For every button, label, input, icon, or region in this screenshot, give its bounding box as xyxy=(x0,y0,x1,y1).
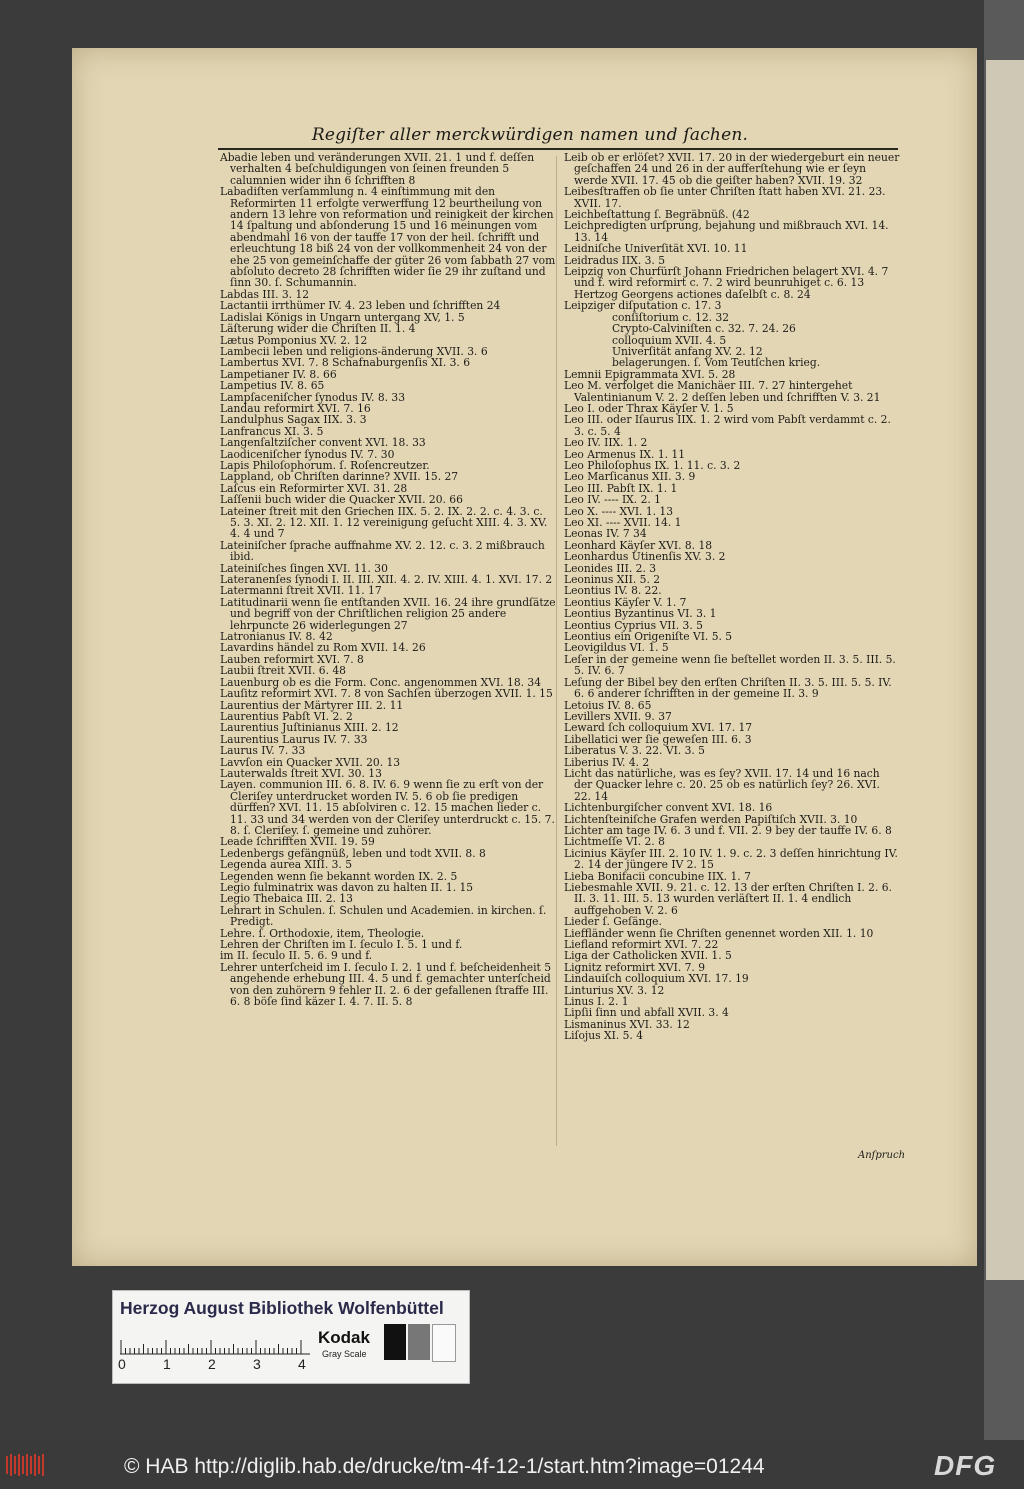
kodak-brand: Kodak xyxy=(318,1328,370,1347)
index-entry: Leib ob er erlöſet? XVII. 17. 20 in der wiedergeburt ein neuer geſchaffen 24 und 26 in der aufferſtehung wie er ſeyn werde XVII. 17. 45 ob die geiſter haben? XVII. 19. 32 xyxy=(564,151,900,187)
index-entry: Libellatici wer ſie geweſen III. 6. 3 xyxy=(564,732,752,746)
index-entry: Ladislai Königs in Ungarn untergang XV, 1. 5 xyxy=(220,310,465,324)
header-rule xyxy=(218,148,898,150)
index-entry: Leade ſchrifften XVII. 19. 59 xyxy=(220,835,375,849)
ruler-number: 1 xyxy=(163,1356,171,1372)
index-entry: Leo IV. ---- IX. 2. 1 xyxy=(564,493,661,507)
page-header: Regiſter aller merckwürdigen namen und ſachen. xyxy=(311,125,749,145)
index-entry: Leo Marſicanus XII. 3. 9 xyxy=(564,470,696,484)
index-entry: Lactantii irrthümer IV. 4. 23 leben und ſchrifften 24 xyxy=(220,299,501,313)
index-entry: Lehre. ſ. Orthodoxie, item, Theologie. xyxy=(220,926,425,940)
index-entry: Lindauiſch colloquium XVI. 17. 19 xyxy=(564,972,749,986)
index-entry: Crypto-Calviniſten c. 32. 7. 24. 26 xyxy=(612,322,796,336)
index-entry: Leo III. Pabſt IX. 1. 1 xyxy=(564,481,678,495)
index-entry: Linus I. 2. 1 xyxy=(564,995,629,1009)
index-entry: Landau reformirt XVI. 7. 16 xyxy=(220,401,371,415)
index-entry: Lauterwalds ſtreit XVI. 30. 13 xyxy=(220,766,382,780)
index-entry: Lavardins händel zu Rom XVII. 14. 26 xyxy=(220,641,426,655)
index-entry: Lieba Bonifacii concubine IIX. 1. 7 xyxy=(564,869,751,883)
index-entry: Lapis Philoſophorum. ſ. Roſencreutzer. xyxy=(220,458,430,472)
index-entry: Leidniſche Univerſität XVI. 10. 11 xyxy=(564,242,748,256)
index-entry: belagerungen. ſ. Vom Teutſchen krieg. xyxy=(612,356,821,370)
index-entry: Lipſii ſinn und abfall XVII. 3. 4 xyxy=(564,1006,729,1020)
index-entry: Leoninus XII. 5. 2 xyxy=(564,573,661,587)
index-entry: Lateiniſches ſingen XVI. 11. 30 xyxy=(220,561,388,575)
index-entry: Leſung der Bibel bey den erſten Chriſten II. 3. 5. III. 5. 5. IV. 6. 6 anderer ſchrifften in der gemeine II. 3. 9 xyxy=(564,675,892,701)
index-entry: Leo M. verfolget die Manichäer III. 7. 27 hintergehet Valentinianum V. 2. 2 deſſen leben und ſchrifften V. 3. 21 xyxy=(564,379,881,404)
index-entry: Lehrart in Schulen. ſ. Schulen und Academien. in kirchen. ſ. Predigt. xyxy=(220,903,547,929)
index-entry: Laurentius Juſtinianus XIII. 2. 12 xyxy=(220,721,399,735)
index-entry: Leward ſch colloquium XVI. 17. 17 xyxy=(564,721,753,735)
index-entry: Leonhardus Utinenſis XV. 3. 2 xyxy=(564,550,726,564)
index-entry: Leontius Käyſer V. 1. 7 xyxy=(564,595,687,609)
index-entry: Lampetius IV. 8. 65 xyxy=(220,379,325,393)
index-entry: Laurentius Laurus IV. 7. 33 xyxy=(220,732,368,746)
index-entry: Leſer in der gemeine wenn ſie beſtellet worden II. 3. 5. III. 5. 5. IV. 6. 7 xyxy=(564,652,896,678)
index-entry: Lignitz reformirt XVI. 7. 9 xyxy=(564,960,706,974)
index-entry: Latermanni ſtreit XVII. 11. 17 xyxy=(220,584,382,598)
index-entry: Lateiner ſtreit mit den Griechen IIX. 5. 2. IX. 2. 2. c. 4. 3. c. 5. 3. XI. 2. 12. XII. 1. 12 vereinigung geſucht XIII. 4. 3. XV. 4. 4 und 7 xyxy=(220,504,548,541)
ruler-number: 4 xyxy=(298,1356,306,1372)
index-entry: Lichtenſteiniſche Grafen werden Papiſtiſch XVII. 3. 10 xyxy=(564,812,858,826)
adjacent-page-edge xyxy=(986,60,1024,1280)
ruler-scale xyxy=(120,1325,310,1355)
index-entry: Läſterung wider die Chriſten II. 1. 4 xyxy=(220,322,416,336)
index-entry: Laubii ſtreit XVII. 6. 48 xyxy=(220,664,346,678)
index-entry: Leontius Cyprius VII. 3. 5 xyxy=(564,618,703,632)
hab-barcode-icon xyxy=(4,1452,48,1478)
index-entry: Lauſitz reformirt XVI. 7. 8 von Sachſen überzogen XVII. 1. 15 xyxy=(220,687,553,701)
right-index-column xyxy=(564,152,900,1042)
index-entry: Lehren der Chriſten im I. ſeculo I. 5. 1 und f. xyxy=(220,938,463,952)
index-entry: Langenſaltziſcher convent XVI. 18. 33 xyxy=(220,436,426,450)
index-entry: Leichbeſtattung ſ. Begräbnüß. (42 xyxy=(564,208,750,222)
index-entry: Leontius IV. 8. 22. xyxy=(564,584,662,598)
ruler-number: 0 xyxy=(118,1356,126,1372)
index-entry: Liberatus V. 3. 22. VI. 3. 5 xyxy=(564,744,705,758)
index-entry: Leibesſtraffen ob ſie unter Chriſten ſtatt haben XVI. 21. 23. XVII. 17. xyxy=(564,185,886,210)
gray-patch-mid xyxy=(408,1324,430,1360)
index-entry: Laodiceniſcher ſynodus IV. 7. 30 xyxy=(220,447,395,461)
index-entry: Lateiniſcher ſprache auffnahme XV. 2. 12. c. 3. 2 mißbrauch ibid. xyxy=(220,538,545,564)
index-entry: Lichtenburgiſcher convent XVI. 18. 16 xyxy=(564,801,773,815)
index-entry: Laſcus ein Reformirter XVI. 31. 28 xyxy=(220,481,408,495)
index-entry: Liſojus XI. 5. 4 xyxy=(564,1029,644,1043)
index-entry: Linturius XV. 3. 12 xyxy=(564,983,665,997)
index-entry: Latitudinarii wenn ſie entſtanden XVII. 16. 24 ihre grundſätze und begriff von der Chriſtlichen religion 25 andere lehrpuncte 26 widerlegungen 27 xyxy=(220,595,556,632)
index-entry: Lampſaceniſcher ſynodus IV. 8. 33 xyxy=(220,390,406,404)
ruler-number: 3 xyxy=(253,1356,261,1372)
index-entry: Liga der Catholicken XVII. 1. 5 xyxy=(564,949,732,963)
index-entry: Leichpredigten urſprung, bejahung und mißbrauch XVI. 14. 13. 14 xyxy=(564,219,889,244)
index-entry: Liberius IV. 4. 2 xyxy=(564,755,650,769)
gray-scale-label: Gray Scale xyxy=(322,1349,367,1359)
index-entry: Leo X. ---- XVI. 1. 13 xyxy=(564,504,674,518)
index-entry: Abadie leben und veränderungen XVII. 21. 1 und f. deſſen verhalten 4 beſchuldigungen von ſeinen freunden 5 calumnien wider ihn 6 ſchrifften 8 xyxy=(220,151,535,187)
index-entry: Letoius IV. 8. 65 xyxy=(564,698,652,712)
index-entry: Lavvſon ein Quacker XVII. 20. 13 xyxy=(220,755,401,769)
index-entry: Lanfrancus XI. 3. 5 xyxy=(220,424,324,438)
index-entry: Lambertus XVI. 7. 8 Schafnaburgenſis XI. 3. 6 xyxy=(220,356,471,370)
index-entry: Leo I. oder Thrax Käyſer V. 1. 5 xyxy=(564,401,734,415)
index-entry: Lauben reformirt XVI. 7. 8 xyxy=(220,652,364,666)
index-entry: Laurus IV. 7. 33 xyxy=(220,744,306,758)
index-entry: Leo III. oder Iſaurus IIX. 1. 2 wird vom Pabſt verdammt c. 2. 3. c. 5. 4 xyxy=(564,413,891,438)
index-entry: Leovigildus VI. 1. 5 xyxy=(564,641,669,655)
index-entry: Liebesmahle XVII. 9. 21. c. 12. 13 der erſten Chriſten I. 2. 6. II. 3. 11. III. 5. 13 wurden verläſtert II. 1. 4 endlich auffgehoben V. 2. 6 xyxy=(564,881,892,917)
index-entry: colloquium XVII. 4. 5 xyxy=(612,333,727,347)
index-entry: Legio fulminatrix was davon zu halten II. 1. 15 xyxy=(220,881,474,894)
index-entry: Laſſenii buch wider die Quacker XVII. 20. 66 xyxy=(220,493,463,507)
index-entry: Lemnii Epigrammata XVI. 5. 28 xyxy=(564,367,736,381)
index-entry: Leo Armenus IX. 1. 11 xyxy=(564,447,686,461)
index-entry: Lappland, ob Chriſten darinne? XVII. 15. 27 xyxy=(220,470,459,484)
card-title: Herzog August Bibliothek Wolfenbüttel xyxy=(120,1298,444,1318)
index-entry: Leonas IV. 7 34 xyxy=(564,527,647,541)
index-entry: Leontius Byzantinus VI. 3. 1 xyxy=(564,607,717,621)
index-entry: Lieder ſ. Geſänge. xyxy=(564,915,662,929)
index-entry: Lætus Pomponius XV. 2. 12 xyxy=(220,333,368,347)
index-entry: Lieffländer wenn ſie Chriſten genennet worden XII. 1. 10 xyxy=(564,926,874,940)
index-entry: Leipzig von Churfürſt Johann Friedrichen belagert XVI. 4. 7 und f. wird reformirt c. 7. 2 wird beunruhiget c. 6. 13 Hertzog Georgens actiones daſelbſt c. 8. 24 xyxy=(564,265,889,301)
index-entry: Legenden wenn ſie bekannt worden IX. 2. 5 xyxy=(220,869,458,883)
left-index-column xyxy=(220,152,556,1007)
index-entry: Lismaninus XVI. 33. 12 xyxy=(564,1017,690,1031)
index-entry: Legenda aurea XIII. 3. 5 xyxy=(220,858,353,872)
index-entry: Laurentius der Märtyrer III. 2. 11 xyxy=(220,698,404,712)
index-entry: Lateranenſes ſynodi I. II. III. XII. 4. 2. IV. XIII. 4. 1. XVI. 17. 2 xyxy=(220,573,553,587)
index-entry: Liefland reformirt XVI. 7. 22 xyxy=(564,938,719,952)
index-entry: Lauenburg ob es die Form. Conc. angenommen XVI. 18. 34 xyxy=(220,675,542,689)
index-entry: Levillers XVII. 9. 37 xyxy=(564,709,672,723)
ruler-number: 2 xyxy=(208,1356,216,1372)
catchword: Anſpruch xyxy=(858,1150,906,1161)
index-entry: im II. ſeculo II. 5. 6. 9 und f. xyxy=(220,949,373,963)
index-entry: Leipziger diſputation c. 17. 3 xyxy=(564,299,722,313)
index-entry: Leidradus IIX. 3. 5 xyxy=(564,253,666,267)
index-entry: Leontius ein Origeniſte VI. 5. 5 xyxy=(564,630,733,644)
index-entry: conſiſtorium c. 12. 32 xyxy=(612,310,730,324)
copyright-url[interactable]: © HAB http://diglib.hab.de/drucke/tm-4f-12-1/start.htm?image=01244 xyxy=(124,1455,765,1478)
dfg-logo: DFG xyxy=(934,1450,997,1481)
index-entry: Lampetianer IV. 8. 66 xyxy=(220,367,337,381)
index-entry: Licht das natürliche, was es ſey? XVII. 17. 14 und 16 nach der Quacker lehre c. 20. 25 ob es natürlich ſey? 26. XVI. 22. 14 xyxy=(564,766,880,803)
column-separator xyxy=(556,156,557,1146)
index-entry: Leo XI. ---- XVII. 14. 1 xyxy=(564,516,682,529)
index-entry: Leonhard Käyſer XVI. 8. 18 xyxy=(564,538,713,552)
index-entry: Lichtmeſſe VI. 2. 8 xyxy=(564,835,665,849)
index-entry: Lichter am tage IV. 6. 3 und f. VII. 2. 9 bey der tauffe IV. 6. 8 xyxy=(564,823,892,837)
index-entry: Leo IV. IIX. 1. 2 xyxy=(564,436,648,450)
index-entry: Lehrer unterſcheid im I. ſeculo I. 2. 1 und f. beſcheidenheit 5 angehende erhebung III. 4. 5 und f. gemachter unterſcheid von den zuhörern 9 fehler II. 2. 6 der gefallenen ſtraffe III. 6. 8 böſe ſind käzer I. 4. 7. II. 5. 8 xyxy=(220,960,551,1009)
index-entry: Ledenbergs gefängnüß, leben und todt XVII. 8. 8 xyxy=(220,846,486,860)
index-entry: Latronianus IV. 8. 42 xyxy=(220,630,333,644)
index-entry: Layen. communion III. 6. 8. IV. 6. 9 wenn ſie zu erſt von der Cleriſey unterdrucket worden IV. 5. 6 ob ſie predigen dürffen? XVI. 11. 15 abſolviren c. 12. 15 machen lieder c. 11. 33 und 34 werden von der Cleriſey unterdruckt c. 15. 7. 8. ſ. Cleriſey. ſ. gemeine und zuhörer. xyxy=(220,778,555,837)
index-entry: Laurentius Pabſt VI. 2. 2 xyxy=(220,709,353,723)
index-entry: Lambecii leben und religions-änderung XVII. 3. 6 xyxy=(220,344,488,358)
gray-patch-black xyxy=(384,1324,406,1360)
index-entry: Licinius Käyſer III. 2. 10 IV. 1. 9. c. 2. 3 deſſen hinrichtung IV. 2. 14 der jüngere IV 2. 15 xyxy=(564,846,898,872)
index-entry: Leonides III. 2. 3 xyxy=(564,561,657,575)
index-entry: Leo Philoſophus IX. 1. 11. c. 3. 2 xyxy=(564,458,741,472)
index-entry: Legio Thebaica III. 2. 13 xyxy=(220,892,353,906)
index-entry: Labadiſten verſammlung n. 4 einſtimmung mit den Reformirten 11 erfolgte verwerffung 12 beurtheilung von andern 13 lehre von reformation und reinigkeit der kirchen 14 ſpaltung und abſonderung 15 und 16 meinungen vom abendmahl 16 von der tauffe 17 von der heil. ſchrifft und erleuchtung 18 biß 24 von der vollkommenheit 24 von der ehe 25 von gemeinſchaffe der güter 26 vom ſabbath 27 vom abſoluto decreto 28 ſchrifften wider ſie 29 ihr zuſtand und ſinn 30. ſ. Schumannin. xyxy=(220,185,556,290)
gray-patch-white xyxy=(432,1324,456,1362)
index-entry: Landulphus Sagax IIX. 3. 3 xyxy=(220,413,367,427)
index-entry: Labdas III. 3. 12 xyxy=(220,287,310,301)
index-entry: Univerſität anfang XV. 2. 12 xyxy=(612,344,763,358)
